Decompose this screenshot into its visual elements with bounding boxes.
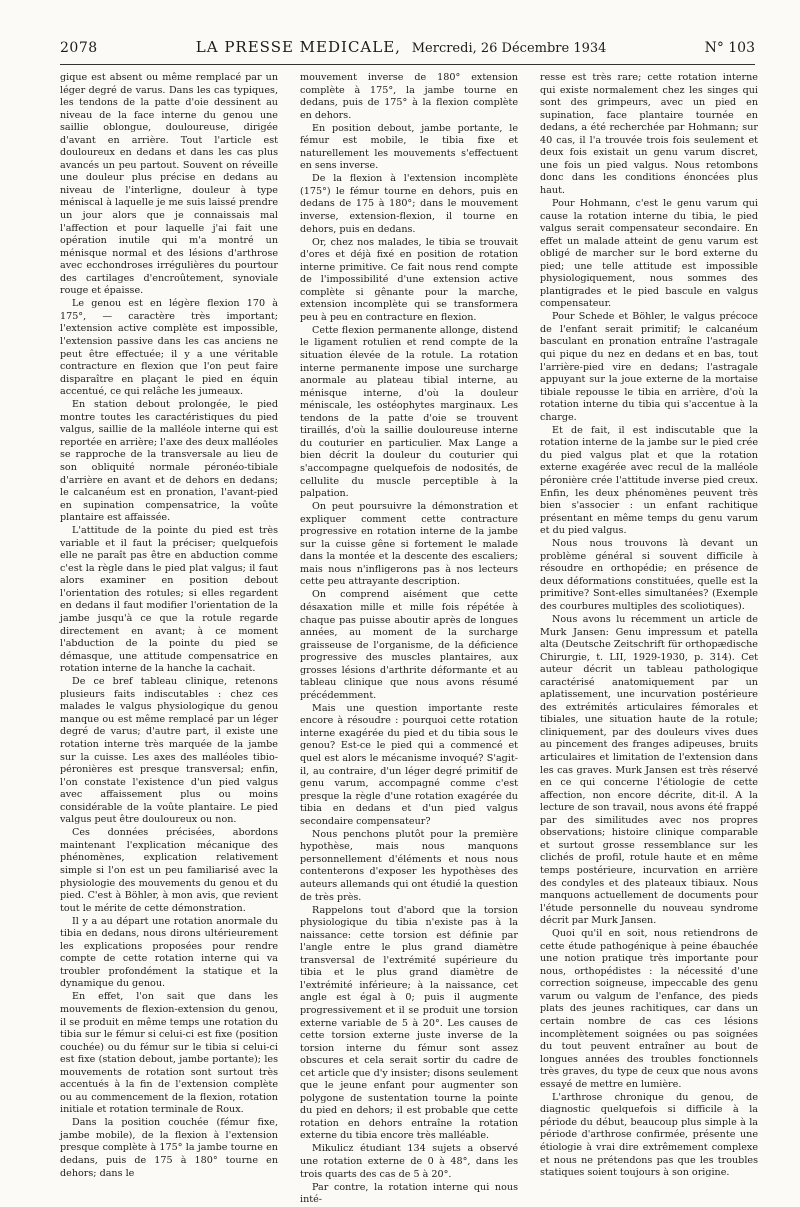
paragraph: L'arthrose chronique du genou, de diagnostic quelquefois si difficile à la période du début, beaucoup plus simple à la période d'arthrose confirmée, présente une étiologie à vrai dire extrêmement complexe et nous ne prétendons pas que les troubles statiques soient toujours à son origine. (540, 1091, 758, 1179)
paragraph: Le genou est en légère flexion 170 à 175°, — caractère très important; l'extension active complète est impossible, l'extension passive dans les cas anciens ne peut être effectuée; il y a une véritable contracture en flexion que l'on peut faire disparaître en plaçant le pied en équin accentué, ce qui relâche les jumeaux. (60, 298, 278, 398)
page-number: 2078 (60, 40, 98, 56)
issue-number: N° 103 (704, 40, 755, 56)
paragraph: Nous avons lu récemment un article de Murk Jansen: Genu impressum et patella alta (Deutsche Zeitschrift für orthopædische Chirurgie, t. LII, 1929-1930, p. 314). Cet auteur décrit un tableau pathologique caractérisé anatomiquement par un aplatissement, une incurvation postérieure des extrémités articulaires fémorales et tibiales, une situation haute de la rotule; cliniquement, par des douleurs vives dues au pincement des franges adipeuses, bruits articulaires et limitation de l'extension dans les cas graves. Murk Jansen est très réservé en ce qui concerne l'étiologie de cette affection, non encore décrite, dit-il. A la lecture de son travail, nous avons été frappé par des similitudes avec nos propres observations; histoire clinique comparable et surtout grosse ressemblance sur les clichés de profil, rotule haute et en même temps postérieure, incurvation en arrière des condyles et des plateaux tibiaux. Nous manquons actuellement de documents pour l'étude personnelle du nouveau syndrome décrit par Murk Jansen. (540, 614, 758, 927)
page-header (60, 38, 755, 65)
masthead (196, 38, 607, 56)
paragraph: Quoi qu'il en soit, nous retiendrons de cette étude pathogénique à peine ébauchée une notion pratique très importante pour nous, orthopédistes : la nécessité d'une correction soigneuse, impeccable des genu varum ou valgum de l'enfance, des pieds plats des jeunes rachitiques, car dans un certain nombre de cas ces lésions incomplètement soignées ou pas soignées du tout peuvent entraîner au bout de longues années des troubles fonctionnels très graves, du type de ceux que nous avons essayé de mettre en lumière. (540, 928, 758, 1090)
paragraph: De la flexion à l'extension incomplète (175°) le fémur tourne en dehors, puis en dedans de 175 à 180°; dans le mouvement inverse, extension-flexion, il tourne en dehors, puis en dedans. (300, 173, 518, 235)
text-column-2 (300, 72, 518, 1206)
paragraph: Pour Hohmann, c'est le genu varum qui cause la rotation interne du tibia, le pied valgus serait compensateur secondaire. En effet un malade atteint de genu varum est obligé de marcher sur le bord externe du pied; une telle attitude est impossible physiologiquement, nous sommes des plantigrades et le pied bascule en valgus compensateur. (540, 197, 758, 310)
paragraph: De ce bref tableau clinique, retenons plusieurs faits indiscutables : chez ces malades le valgus physiologique du genou manque ou est même remplacé par un léger degré de varus; d'autre part, il existe une rotation interne très marquée de la jambe sur la cuisse. Les axes des malléoles tibio-péronières est presque transversal; enfin, l'on constate l'existence d'un pied valgus avec affaissement plus ou moins considérable de la voûte plantaire. Le pied valgus peut être douloureux ou non. (60, 676, 278, 826)
paragraph: Nous penchons plutôt pour la première hypothèse, mais nous manquons personnellement d'éléments et nous nous contenterons d'exposer les hypothèses des auteurs allemands qui ont étudié la question de très près. (300, 828, 518, 903)
paragraph: Pour Schede et Böhler, le valgus précoce de l'enfant serait primitif; le calcanéum basculant en pronation entraîne l'astragale qui pique du nez en dedans et en bas, tout l'arrière-pied vire en dedans; l'astragale appuyant sur la joue externe de la mortaise tibiale repousse le tibia en arrière, d'où la rotation interne du tibia qui s'accentue à la charge. (540, 311, 758, 423)
paragraph: Ces données précisées, abordons maintenant l'explication mécanique des phénomènes, explication relativement simple si l'on est un peu familiarisé avec la physiologie des mouvements du genou et du pied. C'est à Böhler, à mon avis, que revient tout le mérite de cette démonstration. (60, 827, 278, 914)
paragraph: mouvement inverse de 180° extension complète à 175°, la jambe tourne en dedans, puis de 175° à la flexion complète en dehors. (300, 72, 518, 121)
paragraph: Mais une question importante reste encore à résoudre : pourquoi cette rotation interne exagérée du pied et du tibia sous le genou? Est-ce le pied qui a commencé et quel est alors le mécanisme invoqué? S'agit-il, au contraire, d'un léger degré primitif de genu varum, accompagné comme c'est presque la règle d'une rotation exagérée du tibia en dedans et d'un pied valgus secondaire compensateur? (300, 702, 518, 827)
paragraph: Et de fait, il est indiscutable que la rotation interne de la jambe sur le pied crée du pied valgus plat et que la rotation externe exagérée avec recul de la malléole péronière crée l'attitude inverse pied creux. Enfin, les deux phénomènes peuvent très bien s'associer : un enfant rachitique présentant en même temps du genu varum et du pied valgus. (540, 424, 758, 537)
paragraph: En station debout prolongée, le pied montre toutes les caractéristiques du pied valgus, saillie de la malléole interne qui est reportée en arrière; l'axe des deux malléoles se rapproche de la transversale au lieu de son obliquité normale péronéo-tibiale d'arrière en avant et de dehors en dedans; le calcanéum est en pronation, l'avant-pied en supination compensatrice, la voûte plantaire est affaissée. (60, 399, 279, 524)
paragraph: Rappelons tout d'abord que la torsion physiologique du tibia n'existe pas à la naissance: cette torsion est définie par l'angle entre le plus grand diamètre transversal de l'extrémité supérieure du tibia et le plus grand diamètre de l'extrémité inférieure; à la naissance, cet angle est égal à 0; puis il augmente progressivement et il se produit une torsion externe variable de 5 à 20°. Les causes de cette torsion externe juste inverse de la torsion interne du fémur sont assez obscures et cela serait sortir du cadre de cet article que d'y insister; disons seulement que le jeune enfant pour augmenter son polygone de sustentation tourne la pointe du pied en dehors; il est probable que cette rotation en dehors entraîne la rotation externe du tibia encore très malléable. (300, 904, 518, 1142)
paragraph: En effet, l'on sait que dans les mouvements de flexion-extension du genou, il se produit en même temps une rotation du tibia sur le fémur si celui-ci est fixe (position couchée) ou du fémur sur le tibia si celui-ci est fixe (station debout, jambe portante); les mouvements de rotation sont surtout très accentués à la fin de l'extension complète ou au commencement de la flexion, rotation initiale et rotation terminale de Roux. (60, 991, 278, 1116)
text-column-1 (60, 72, 279, 1179)
paragraph: On peut poursuivre la démonstration et expliquer comment cette contracture progressive en rotation interne de la jambe sur la cuisse gêne si fortement le malade dans la montée et la descente des escaliers; mais nous n'infligerons pas à nos lecteurs cette peu attrayante description. (300, 501, 518, 588)
text-column-3 (540, 72, 758, 1179)
paragraph: Nous nous trouvons là devant un problème général si souvent difficile à résoudre en orthopédie; en présence de deux déformations constituées, quelle est la primitive? Sont-elles simultanées? (Exemple des courbures multiples des scoliotiques). (540, 538, 758, 612)
paragraph: En position debout, jambe portante, le fémur est mobile, le tibia fixe et naturellement les mouvements s'effectuent en sens inverse. (300, 122, 518, 172)
paragraph: Mikulicz étudiant 134 sujets a observé une rotation externe de 0 à 48°, dans les trois quarts des cas de 5 à 20°. (300, 1143, 518, 1180)
journal-title: LA PRESSE MEDICALE, (195, 38, 401, 56)
paragraph: Il y a au départ une rotation anormale du tibia en dedans, nous dirons ultérieurement les explications proposées pour rendre compte de cette rotation interne qui va troubler profondément la statique et la dynamique du genou. (60, 915, 278, 990)
paragraph: gique est absent ou même remplacé par un léger degré de varus. Dans les cas typiques, les tendons de la patte d'oie dessinent au niveau de la face interne du genou une saillie oblongue, douloureuse, dirigée d'avant en arrière. Tout l'article est douloureux en dedans et dans les cas plus avancés un peu partout. Souvent on réveille une douleur plus précise en dedans au niveau de l'interligne, douleur à type méniscal à laquelle je me suis laissé prendre un jour alors que je connaissais mal l'affection et pour laquelle j'ai fait une opération inutile qui m'a montré un ménisque normal et des lésions d'arthrose avec ecchondroses irrégulières du pourtour des cartilages d'encroûtement, synoviale rouge et épaisse. (60, 72, 278, 297)
issue-date: Mercredi, 26 Décembre 1934 (411, 41, 607, 56)
paragraph: resse est très rare; cette rotation interne qui existe normalement chez les singes qui sont des grimpeurs, avec un pied en supination, face plantaire tournée en dedans, a été recherchée par Hohmann; sur 40 cas, il l'a trouvée trois fois seulement et deux fois existait un genu varum discret, une fois un pied valgus. Nous retombons donc dans les conditions énoncées plus haut. (540, 72, 758, 196)
paragraph: Dans la position couchée (fémur fixe, jambe mobile), de la flexion à l'extension presque complète à 175° la jambe tourne en dedans, puis de 175 à 180° tourne en dehors; dans le (60, 1117, 278, 1179)
paragraph: Or, chez nos malades, le tibia se trouvait d'ores et déjà fixé en position de rotation interne primitive. Ce fait nous rend compte de l'impossibilité d'une extension active complète si gênante pour la marche, extension incomplète qui se transformera peu à peu en contracture en flexion. (300, 236, 518, 323)
paragraph: Par contre, la rotation interne qui nous inté- (300, 1181, 518, 1206)
paragraph: Cette flexion permanente allonge, distend le ligament rotulien et rend compte de la situation élevée de la rotule. La rotation interne permanente impose une surcharge anormale au plateau tibial interne, au ménisque interne, d'où la douleur méniscale, les ostéophytes marginaux. Les tendons de la patte d'oie se trouvent tiraillés, d'où la saillie douloureuse interne du couturier en particulier. Max Lange a bien décrit la douleur du couturier qui s'accompagne quelquefois de nodosités, de cellulite du muscle perceptible à la palpation. (300, 324, 518, 500)
paragraph: L'attitude de la pointe du pied est très variable et il faut la préciser; quelquefois elle ne paraît pas être en abduction comme c'est la règle dans le pied plat valgus; il faut alors examiner en position debout l'orientation des rotules; si elles regardent en dedans il faut modifier l'orientation de la jambe jusqu'à ce que la rotule regarde directement en avant; à ce moment l'abduction de la pointe du pied se démasque, une attitude compensatrice en rotation interne de la hanche la cachait. (60, 525, 278, 675)
paragraph: On comprend aisément que cette désaxation mille et mille fois répétée à chaque pas puisse aboutir après de longues années, au moment de la surcharge graisseuse de l'organisme, de la déficience progressive des muscles plantaires, aux grosses lésions d'arthrite déformante et au tableau clinique que nous avons résumé précédemment. (300, 589, 518, 701)
